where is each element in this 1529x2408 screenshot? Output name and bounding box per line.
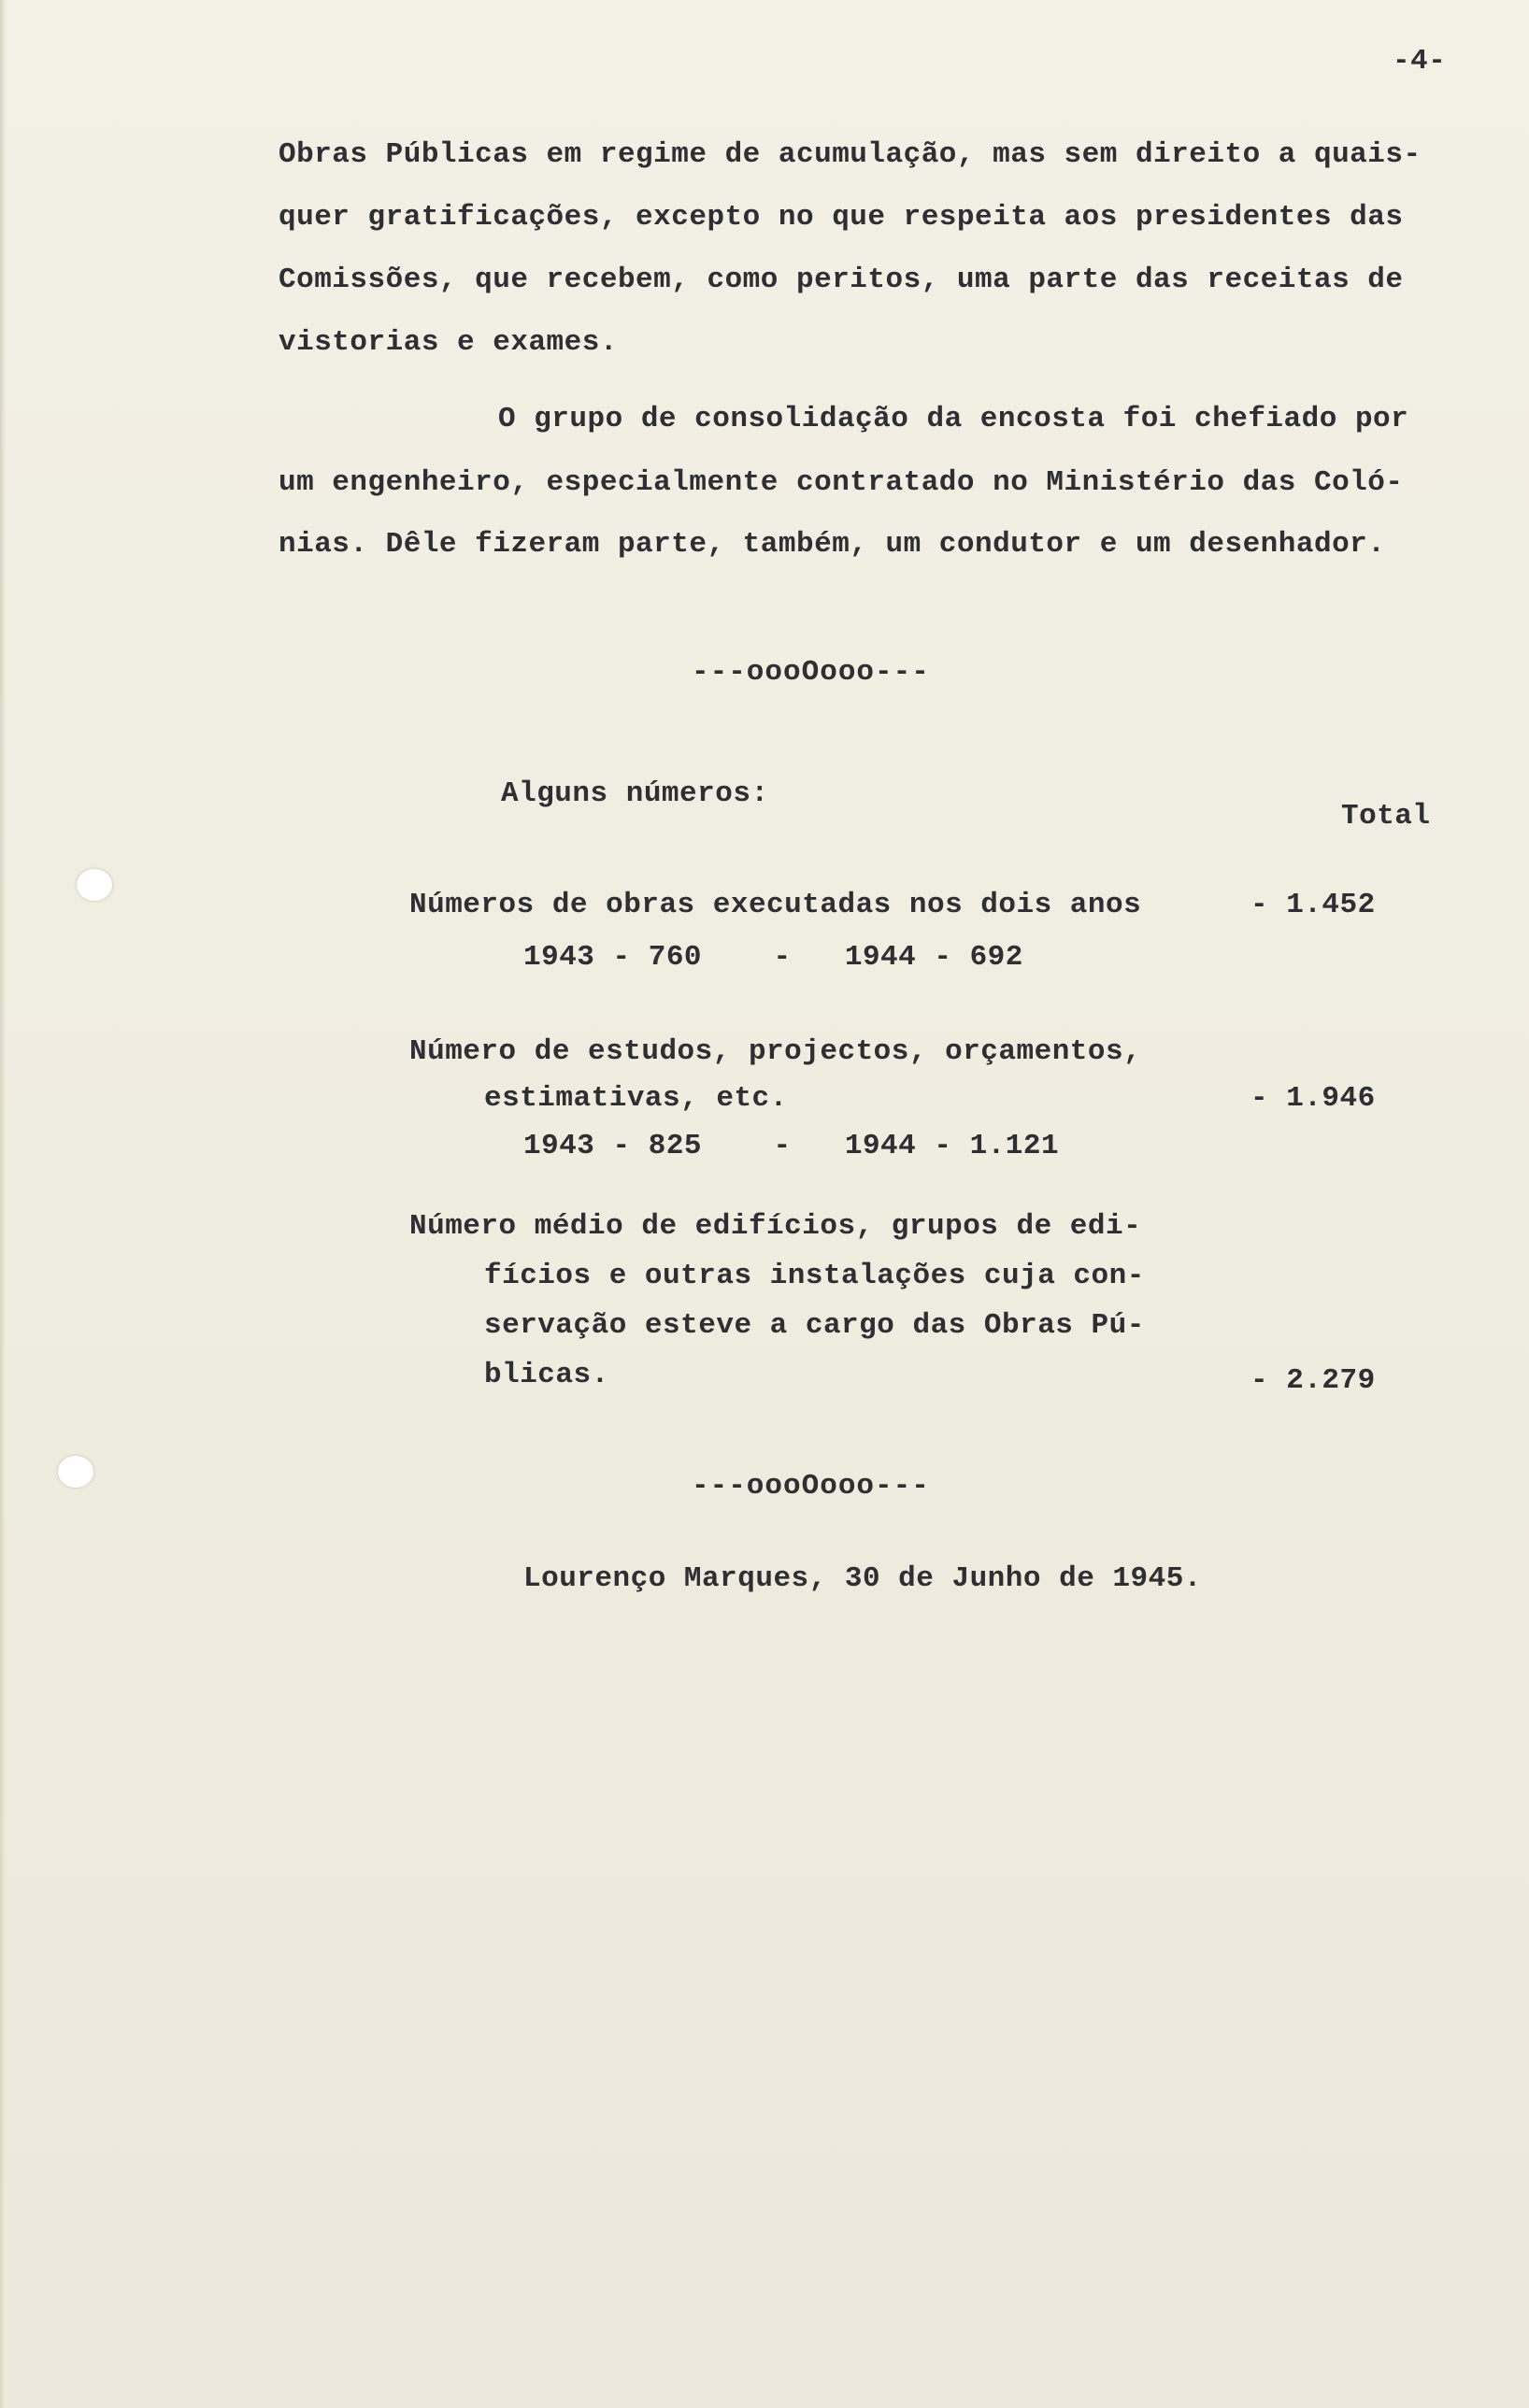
stat1-detail: 1943 - 760 - 1944 - 692 xyxy=(523,941,1023,974)
paragraph1-line2: quer gratificações, excepto no que respeita aos presidentes das xyxy=(279,201,1404,234)
stat3-label-line4: blicas. xyxy=(484,1359,609,1391)
paragraph2-line2: um engenheiro, especialmente contratado no Ministério das Coló- xyxy=(279,466,1404,499)
stat1-label: Números de obras executadas nos dois anos xyxy=(409,889,1142,921)
stat2-detail: 1943 - 825 - 1944 - 1.121 xyxy=(523,1130,1060,1162)
separator-bottom: ---oooOooo--- xyxy=(692,1470,930,1503)
stat3-label-line1: Número médio de edifícios, grupos de edi- xyxy=(409,1210,1142,1243)
paragraph2-line1: O grupo de consolidação da encosta foi chefiado por xyxy=(498,403,1409,435)
stat3-label-line2: fícios e outras instalações cuja con- xyxy=(484,1260,1145,1292)
paragraph2-line3: nias. Dêle fizeram parte, também, um condutor e um desenhador. xyxy=(279,528,1386,561)
stats-heading: Alguns números: xyxy=(501,777,769,810)
stat1-total: - 1.452 xyxy=(1250,889,1376,921)
page-number: -4- xyxy=(1393,45,1447,78)
page-edge xyxy=(0,0,6,2408)
stat3-total: - 2.279 xyxy=(1250,1364,1376,1397)
stat2-label-line1: Número de estudos, projectos, orçamentos, xyxy=(409,1035,1142,1068)
stat3-label-line3: servação esteve a cargo das Obras Pú- xyxy=(484,1309,1145,1342)
total-column-label: Total xyxy=(1341,800,1431,833)
paragraph1-line3: Comissões, que recebem, como peritos, uma parte das receitas de xyxy=(279,264,1404,296)
stat2-total: - 1.946 xyxy=(1250,1082,1376,1115)
paragraph1-line4: vistorias e exames. xyxy=(279,326,618,359)
punch-hole-bottom xyxy=(58,1456,93,1488)
punch-hole-top xyxy=(77,869,112,901)
place-date-line: Lourenço Marques, 30 de Junho de 1945. xyxy=(523,1562,1202,1595)
paragraph1-line1: Obras Públicas em regime de acumulação, mas sem direito a quais- xyxy=(279,138,1422,171)
stat2-label-line2: estimativas, etc. xyxy=(484,1082,788,1115)
separator-top: ---oooOooo--- xyxy=(692,656,930,689)
